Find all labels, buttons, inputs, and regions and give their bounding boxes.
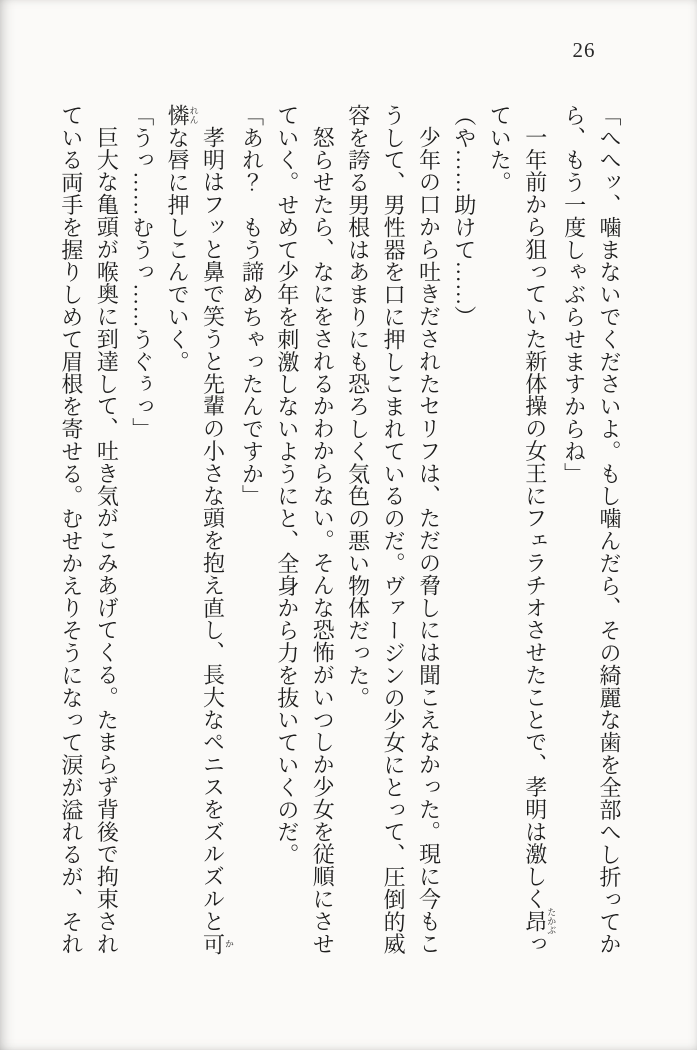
furigana: か bbox=[224, 932, 235, 956]
paragraph: 「うっ……むうっ……うぐぅっ」 bbox=[129, 104, 155, 440]
furigana: たかぶ bbox=[546, 908, 557, 936]
paragraph: 「へへッ、噛まないでくださいよ。もし噛んだら、その綺麗な歯を全部へし折ってから、もう一度しゃぶらせますからね」 bbox=[561, 104, 622, 956]
paragraph: 「あれ？ もう諦めちゃったんですか」 bbox=[239, 104, 265, 508]
furigana: れん bbox=[188, 104, 199, 127]
text-block bbox=[54, 104, 628, 956]
paragraph: 怒らせたら、なにをされるかわからない。そんな恐怖がいつしか少女を従順にさせていく。せめて少年を刺激しないようにと、全身から力を抜いていくのだ。 bbox=[274, 104, 336, 956]
paragraph: 一年前から狙っていた新体操の女王にフェラチオさせたことで、孝明は激しく昂たかぶっていた。 bbox=[487, 104, 557, 956]
page-number: 26 bbox=[572, 38, 596, 62]
paragraph: 巨大な亀頭が喉奥に到達して、吐き気がこみあげてくる。たまらず背後で拘束されている両手を握りしめて眉根を寄せる。むせかえりそうになって涙が溢れるが、それ bbox=[58, 104, 120, 956]
ruby-annotated-text: 可か bbox=[200, 932, 235, 956]
paragraph: 孝明はフッと鼻で笑うと先輩の小さな頭を抱え直し、長大なペニスをズルズルと可か憐れんな唇に押しこんでいく。 bbox=[165, 104, 235, 956]
paragraph: （や……助けて……） bbox=[451, 104, 477, 328]
ruby-annotated-text: 昂たかぶ bbox=[522, 908, 557, 936]
paragraph: 少年の口から吐きだされたセリフは、ただの脅しには聞こえなかった。現に今もこうして、男性器を口に押しこまれているのだ。ヴァージンの少女にとって、圧倒的威容を誇る男根はあまりにも恐ろしく気色の悪い物体だった。 bbox=[345, 104, 442, 956]
ruby-annotated-text: 憐れん bbox=[165, 104, 199, 127]
